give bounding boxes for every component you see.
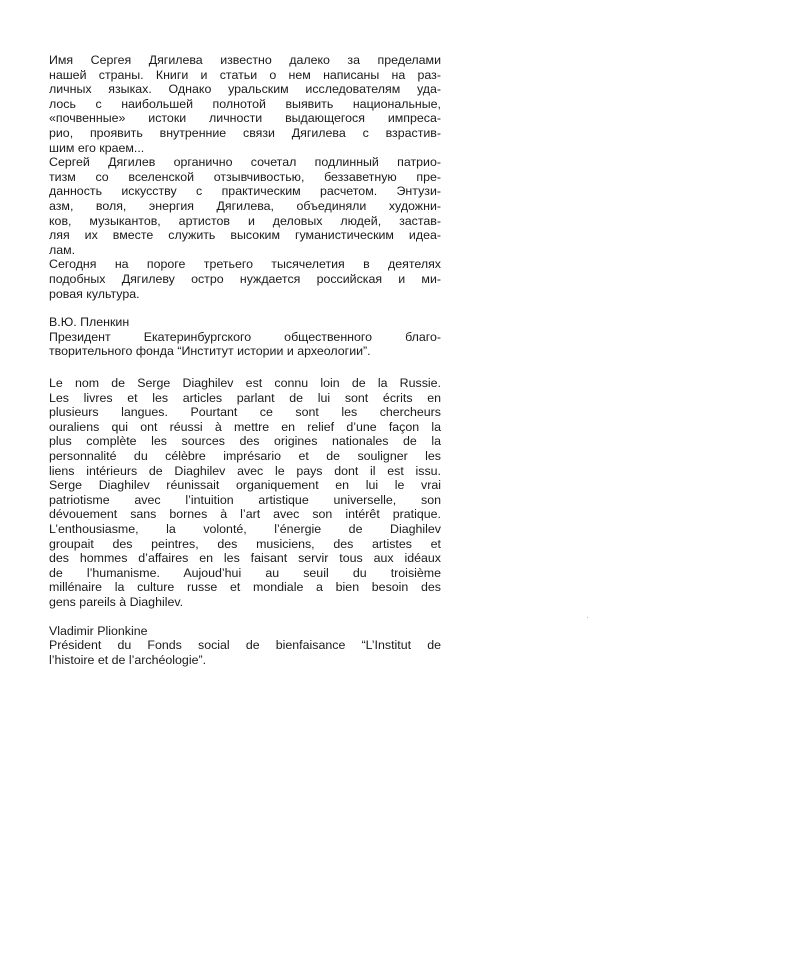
text-line: dévouement sans bornes à l’art avec son intérêt pratique. <box>49 507 441 522</box>
french-text-block <box>49 376 441 667</box>
french-signature <box>49 624 441 668</box>
text-line: подобных Дягилеву остро нуждается российская и ми- <box>49 271 441 286</box>
text-line: рио, проявить внутренние связи Дягилева с взрастив- <box>49 125 441 140</box>
text-line: Les livres et les articles parlant de lui sont écrits en <box>49 390 441 405</box>
text-line: данность искусству с практическим расчетом. Энтузи- <box>49 184 441 199</box>
text-line: ouraliens qui ont réussi à mettre en relief d’une façon la <box>49 419 441 434</box>
text-line: ляя их вместе служить высоким гуманистическим идеа- <box>49 228 441 243</box>
text-line: plus complète les sources des origines nationales de la <box>49 434 441 449</box>
russian-paragraph-1 <box>49 53 441 155</box>
text-line: des hommes d’affaires en les faisant servir tous aux idéaux <box>49 551 441 566</box>
text-line: ков, музыкантов, артистов и деловых людей, застав- <box>49 213 441 228</box>
text-line: personnalité du célèbre imprésario et de souligner les <box>49 448 441 463</box>
text-line: liens intérieurs de Diaghilev avec le pays dont il est issu. <box>49 463 441 478</box>
signature-title-line: творительного фонда “Институт истории и археологии”. <box>49 344 371 359</box>
scan-speck <box>587 617 588 618</box>
text-line: лось с наибольшей полнотой выявить национальные, <box>49 96 441 111</box>
french-paragraph <box>49 376 441 610</box>
text-line: L’enthousiasme, la volonté, l’énergie de Diaghilev <box>49 521 441 536</box>
text-line: тизм со вселенской отзывчивостью, беззаветную пре- <box>49 169 441 184</box>
text-line: groupait des peintres, des musiciens, des artistes et <box>49 536 441 551</box>
text-line: шим его краем... <box>49 140 145 155</box>
signature-title-line: Président du Fonds social de bienfaisance “L’Institut de <box>49 638 441 653</box>
text-line: Сергей Дягилев органично сочетал подлинный патрио- <box>49 155 441 170</box>
russian-paragraph-3 <box>49 257 441 301</box>
russian-text-block <box>49 53 441 359</box>
text-line: личных языках. Однако уральским исследователям уда- <box>49 82 441 97</box>
text-line: Сегодня на пороге третьего тысячелетия в деятелях <box>49 257 441 272</box>
text-line: ровая культура. <box>49 286 140 301</box>
russian-signature <box>49 315 441 359</box>
signature-title-line: Президент Екатеринбургского общественного благо- <box>49 329 441 344</box>
text-line: лам. <box>49 242 76 257</box>
text-line: patriotisme avec l’intuition artistique universelle, son <box>49 492 441 507</box>
text-line: «почвенные» истоки личности выдающегося импреса- <box>49 111 441 126</box>
russian-paragraph-2 <box>49 155 441 257</box>
text-line: millénaire la culture russe et mondiale a bien besoin des <box>49 580 441 595</box>
signature-title-line: l’histoire et de l’archéologie”. <box>49 652 207 667</box>
text-line: gens pareils à Diaghilev. <box>49 594 184 609</box>
text-line: азм, воля, энергия Дягилева, объединяли художни- <box>49 198 441 213</box>
text-line: нашей страны. Книги и статьи о нем написаны на раз- <box>49 67 441 82</box>
signature-name: Vladimir Plionkine <box>49 623 148 638</box>
text-line: plusieurs langues. Pourtant ce sont les chercheurs <box>49 405 441 420</box>
text-line: Serge Diaghilev réunissait organiquement en lui le vrai <box>49 478 441 493</box>
text-line: Le nom de Serge Diaghilev est connu loin de la Russie. <box>49 376 441 390</box>
signature-name: В.Ю. Пленкин <box>49 315 130 330</box>
text-line: de l’humanisme. Aujoud’hui au seuil du troisième <box>49 565 441 580</box>
text-line: Имя Сергея Дягилева известно далеко за пределами <box>49 53 441 67</box>
